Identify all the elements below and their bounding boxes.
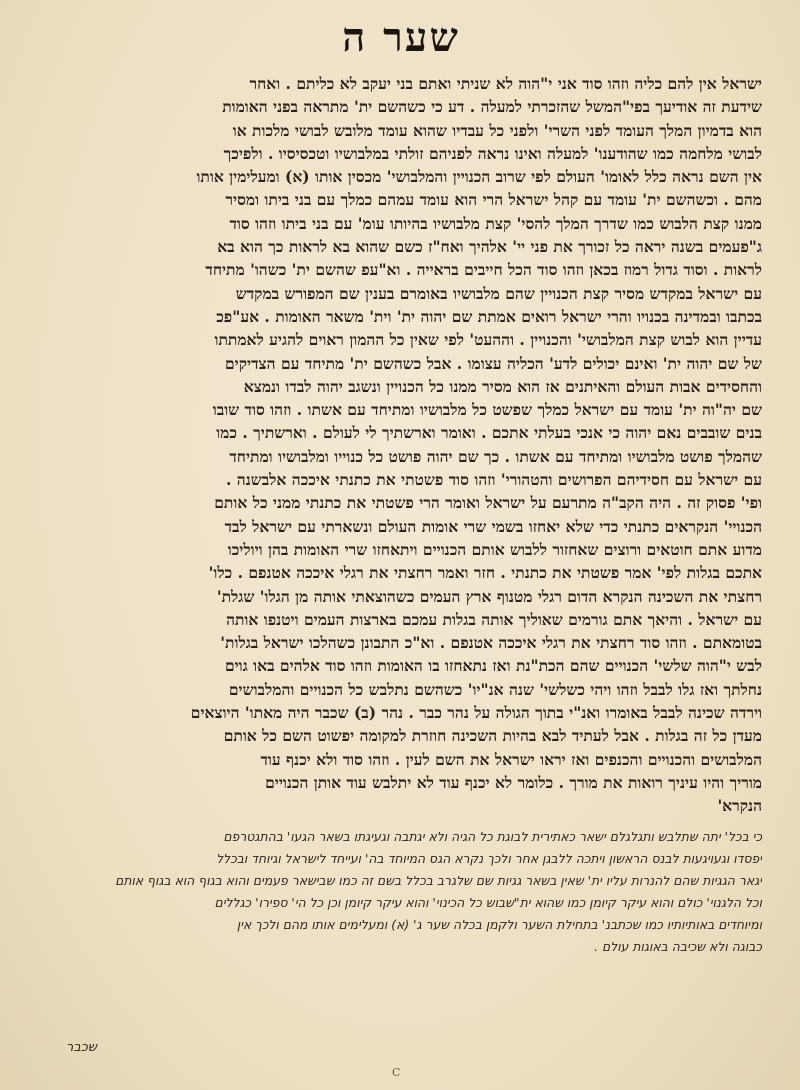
main-text-line: וירדה שכינה לבבל באומרו ואנ"י בתוך הגולה על נהר כבר . נהר (ב) שכבר היה מאתו' היוצאים — [190, 703, 762, 723]
main-text-line: שם יה"וה ית' עומד עם ישראל כמלך שפשט כל מלבושיו ומתיחד עם אשתו . וזהו סוד שובו — [212, 400, 762, 420]
main-text-line: לראות . וסוד גדול רמוז בכאן וזהו סוד הכל חייבים בראייה . וא"עפ שהשם ית' כשהו' מתיחד — [205, 260, 762, 280]
main-text-line: רחצתי את השכינה הנקרא הדום רגלי מטנוף ארץ העמים כשהוצאתי אותה מן הגלו' שגלת' — [216, 586, 762, 606]
main-text-line: עם ישראל עם חסידיהם הפרושים והטהורי' וזהו סוד פשטתי את כתנתי איככה אלבשנה . — [225, 470, 762, 490]
main-text-line: ממנו קצת הלבוש כמו שדרך המלך להסי' קצת מלבושיו בהיותו עומ' עם בני ביתו וזהו סוד — [229, 213, 762, 233]
commentary-line: ומיוחדים באותיותיו כמו שכתבנ' בתחילת השער ולקמן בכלה שער ג' (א) ומעלימים אותו מהם ולכך אין — [236, 916, 762, 932]
main-text-line: מעדן כל זה בגלות . אבל לעתיד לבא בהיות השכינה חוזרת למקומה יפשוט השם כל אותם — [223, 726, 762, 746]
page-mark: C — [392, 1066, 401, 1079]
commentary-line: כי בכל' יתה שתלבש ותגלגלם ישאר כאתירית לבוגת כל הגיה ולא יגתבה וגעיגתו בשאר הגעו' בהתגטרפם — [223, 828, 762, 844]
main-text-line: בנים שובבים נאם יהוה כי אנכי בעלתי אתכם . ואומר וארשתיך לי לעולם . וארשתיך . כמו — [216, 423, 762, 443]
main-text-line: הנקרא' — [717, 796, 762, 816]
commentary-line: יגאר הגגיות שהם להנרות עליו ית' שאין בשאר גגיות שם שלגרב בכלל בשם זה כמו שבישאר פעמים והוא בגוף הוא בגוף אותם — [115, 872, 762, 888]
main-text-line: מהם . וכשהשם ית' עומד עם קהל ישראל הרי הוא עומד עמהם כמלך עם בני ביתו ומסיר — [225, 190, 762, 210]
main-text-line: נחלתך ואז גלו לבבל וזהו ויהי כשלשי' שנה אנ"יו' כשהשם נתלבש כל הכנויים והמלבושים — [228, 679, 762, 699]
main-text-line: הכנויי' הנקראים כתנתי כדי שלא יאחזו בשמי שרי אומות העולם ונשארתי עם ישראל לבד — [224, 516, 762, 536]
main-text-line: ופי' פסוק זה . היה הקב"ה מתרעם על ישראל ואומר הרי פשטתי את כתנתי ממני כל אותם — [214, 493, 762, 513]
main-text-line: מוריך והיו עיניך רואות את מורך . כלומר לא יכנף עוד לא יתלבש עוד אותן הכנויים — [265, 772, 762, 792]
commentary-line: וכל הלגנוי' כולם והוא עיקר קיומן כמו שהוא ית"שבוש כל הכינוי' והוא עיקר קיומן וכן כל הי' ספירו' כגללים — [214, 894, 762, 910]
commentary-line: יפסדו וגעויגעות לבנס הראשון ויתכה ללבגן אחר ולכך נקרא הגס המיוחד בה' ועייחד לישראל וגיוחד ובכלל — [216, 850, 762, 866]
page-title: שער ה — [342, 14, 460, 61]
main-text-line: המלבושים והכנויים והכנפים ואז יראו ישראל את השם לעין . וזהו סוד ולא יכנף עוד — [260, 749, 762, 769]
main-text-line: ג"פעמים בשנה יראה כל זכורך את פני יי' אלהיך ואח"ז כשם שהוא בא לראות כך הוא בא — [217, 237, 762, 257]
main-text-line: עם ישראל . והיאך אתם גורמים שאוליך אותה בגלות עמכם בארצות העמים ויטנפו אותה — [226, 609, 762, 629]
main-text-block — [40, 72, 762, 818]
main-text-line: עם ישראל במקדש מסיר קצת הכנויין שהם מלבושיו באומרם בענין שם המפורש במקדש — [235, 283, 762, 303]
main-text-line: שידעת זה אודיעך בפי"המשל שהזכרתי למעלה . דע כי כשהשם ית' מתראה בפני האומות — [222, 97, 762, 117]
main-text-line: מדוע אתם חוטאים ורוצים שאחזור ללבוש אותם הכנויים ויתאחזו שרי האומות בהן ויוליכו — [227, 539, 762, 559]
main-text-line: ישראל אין להם כליה וזהו סוד אני י"הוה לא שניתי ואתם בני יעקב לא כליתם . ואחר — [249, 74, 762, 93]
main-text-line: בכתבו ובמדינה בכנויו והרי ישראל רואים אמתת שם יהוה ית' וית' משאר האומות . אע"פכ — [216, 306, 762, 326]
main-text-line: לבש י"הוה שלשי' הכנויים שהם הכת"נת ואז נתאחזו בו האומות וזהו סוד אלהים באו גוים — [224, 656, 762, 676]
main-text-line: אתכם בגלות לפי' אמר פשטתי את כתנתי . חזר ואמר רחצתי את רגלי איככה אטנפם . כלו' — [208, 563, 762, 583]
main-text-line: אין השם נראה כלל לאומו' העולם לפי שרוב הכנויין והמלבושי' מכסין אותו (א) ומעלימין אותו — [196, 167, 762, 187]
catchword: שכבר — [66, 1040, 97, 1055]
main-text-line: לבושי מלחמה כמו שהודענו' למעלה ואינו נראה לפניהם זולתי במלבושיו וטכסיסיו . ולפיכך — [223, 143, 762, 163]
main-text-line: בטומאתם . וזהו סוד רחצתי את רגלי איככה אטנפם . וא"כ התבונן כשהלכו ישראל בגלות' — [220, 633, 762, 653]
commentary-line: כבוגה ולא שכיבה באוגות עולם . — [594, 938, 762, 954]
main-text-line: הוא בדמיון המלך העומד לפני השרי' ולפני כל עבדיו שהוא עומד מלובש לבושי מלכות או — [232, 120, 762, 140]
main-text-line: והחסידים אבות העולם והאיתנים אז הוא מסיר ממנו כל הכנויין ונשגב יהוה לבדו ונמצא — [243, 376, 762, 396]
main-text-line: שהמלך פושט מלבושיו ומתיחד עם אשתו . כך שם יהוה פושט כל כנוייו ומלבושיו ומתיחד — [229, 446, 762, 466]
main-text-line: עדיין הוא לבוש קצת המלבושי' והכנויין . וההעט' לפי שאין כל ההמון ראוים להגיע לאמתתו — [214, 330, 762, 350]
main-text-line: של שם יהוה ית' ואינם יכולים לדע' הכליה עצומו . אבל כשהשם ית' מתיחד עם הצדיקים — [225, 353, 762, 373]
commentary-block — [40, 826, 762, 958]
